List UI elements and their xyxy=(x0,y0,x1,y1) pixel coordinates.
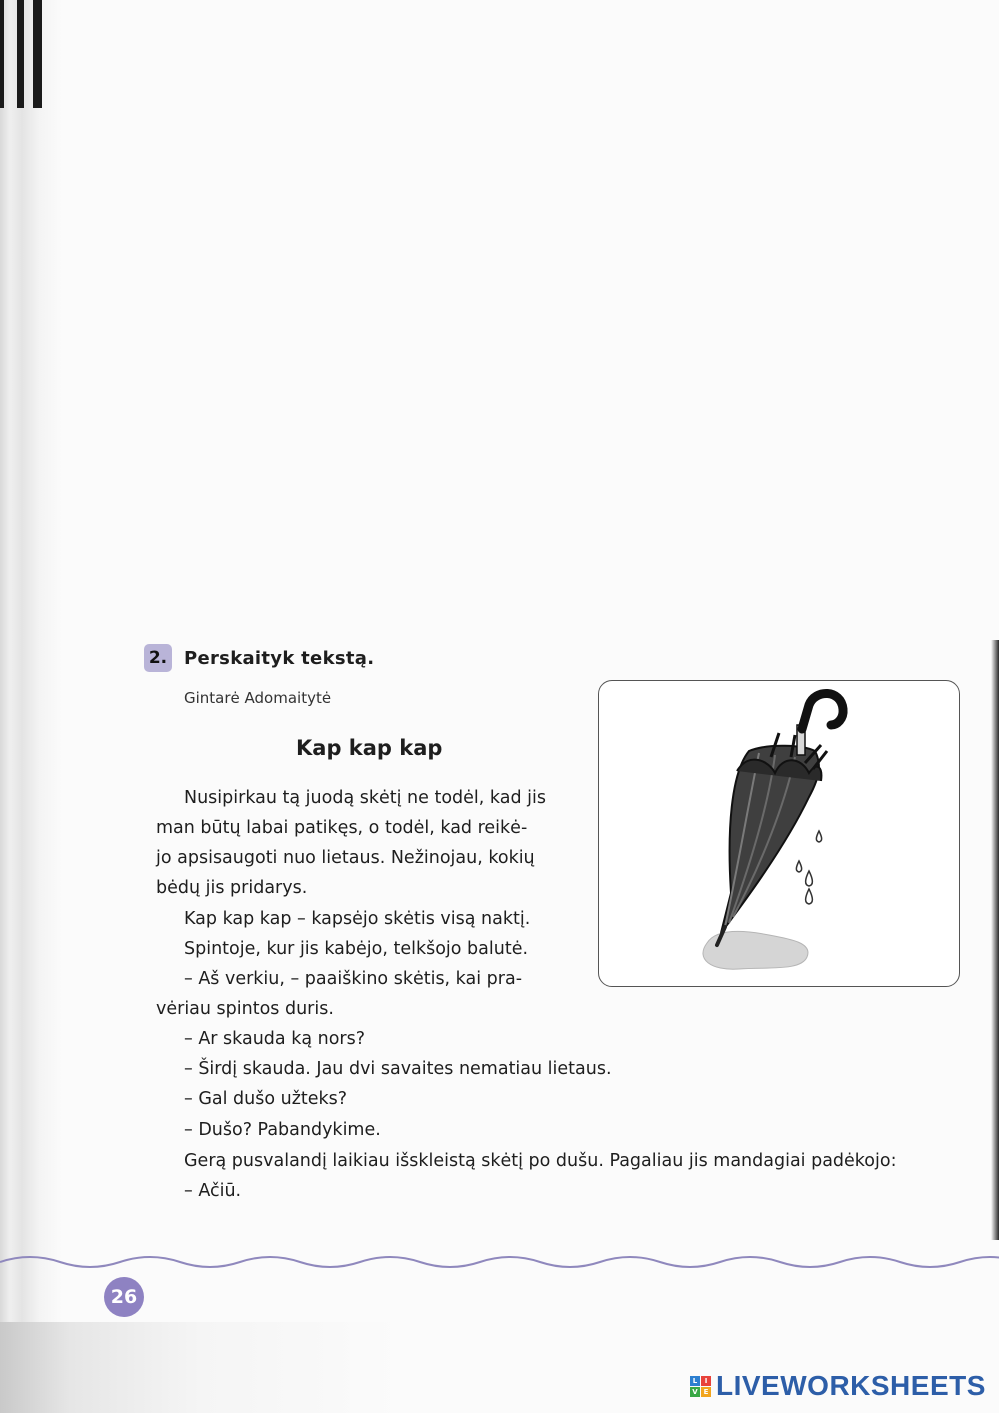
story-line: Gerą pusvalandį laikiau išskleistą skėtį po dušu. Pagaliau jis mandagiai padėkojo: xyxy=(184,1151,897,1171)
binding-edge-line xyxy=(17,0,24,108)
story-line: – Širdį skauda. Jau dvi savaites nematiau lietaus. xyxy=(184,1059,612,1079)
logo-mark-letter: V xyxy=(690,1387,700,1397)
logo-mark-letter: E xyxy=(701,1387,711,1397)
binding-edge-line xyxy=(0,0,4,108)
logo-mark-letter: I xyxy=(701,1376,711,1386)
task-instruction: Perskaityk tekstą. xyxy=(184,647,375,669)
logo-mark-icon xyxy=(690,1376,711,1397)
story-author: Gintarė Adomaitytė xyxy=(184,689,332,707)
umbrella-illustration xyxy=(598,680,960,987)
story-line: bėdų jis pridarys. xyxy=(156,878,308,898)
story-line: man būtų labai patikęs, o todėl, kad reikė- xyxy=(156,818,528,838)
decorative-wave-divider xyxy=(0,1248,999,1276)
liveworksheets-logo xyxy=(690,1370,986,1402)
story-line: – Ačiū. xyxy=(184,1181,242,1201)
page-number-badge: 26 xyxy=(104,1277,144,1317)
book-binding-shadow xyxy=(0,0,62,1413)
binding-edge-line xyxy=(33,0,42,108)
page-right-edge xyxy=(991,640,999,1240)
task-heading xyxy=(144,644,374,672)
story-title: Kap kap kap xyxy=(296,736,443,760)
logo-mark-letter: L xyxy=(690,1376,700,1386)
story-line: – Gal dušo užteks? xyxy=(184,1089,348,1109)
story-line: vėriau spintos duris. xyxy=(156,999,334,1019)
story-line: – Dušo? Pabandykime. xyxy=(184,1120,381,1140)
story-line: – Ar skauda ką nors? xyxy=(184,1029,366,1049)
task-number-badge: 2. xyxy=(144,644,172,672)
umbrella-icon xyxy=(599,681,961,988)
story-line: – Aš verkiu, – paaiškino skėtis, kai pra- xyxy=(184,969,523,989)
story-line: Kap kap kap – kapsėjo skėtis visą naktį. xyxy=(184,909,531,929)
logo-text: LIVEWORKSHEETS xyxy=(716,1370,986,1401)
story-line: Spintoje, kur jis kabėjo, telkšojo balutė. xyxy=(184,939,529,959)
story-line: Nusipirkau tą juodą skėtį ne todėl, kad jis xyxy=(184,788,546,808)
story-line: jo apsisaugoti nuo lietaus. Nežinojau, kokių xyxy=(156,848,535,868)
